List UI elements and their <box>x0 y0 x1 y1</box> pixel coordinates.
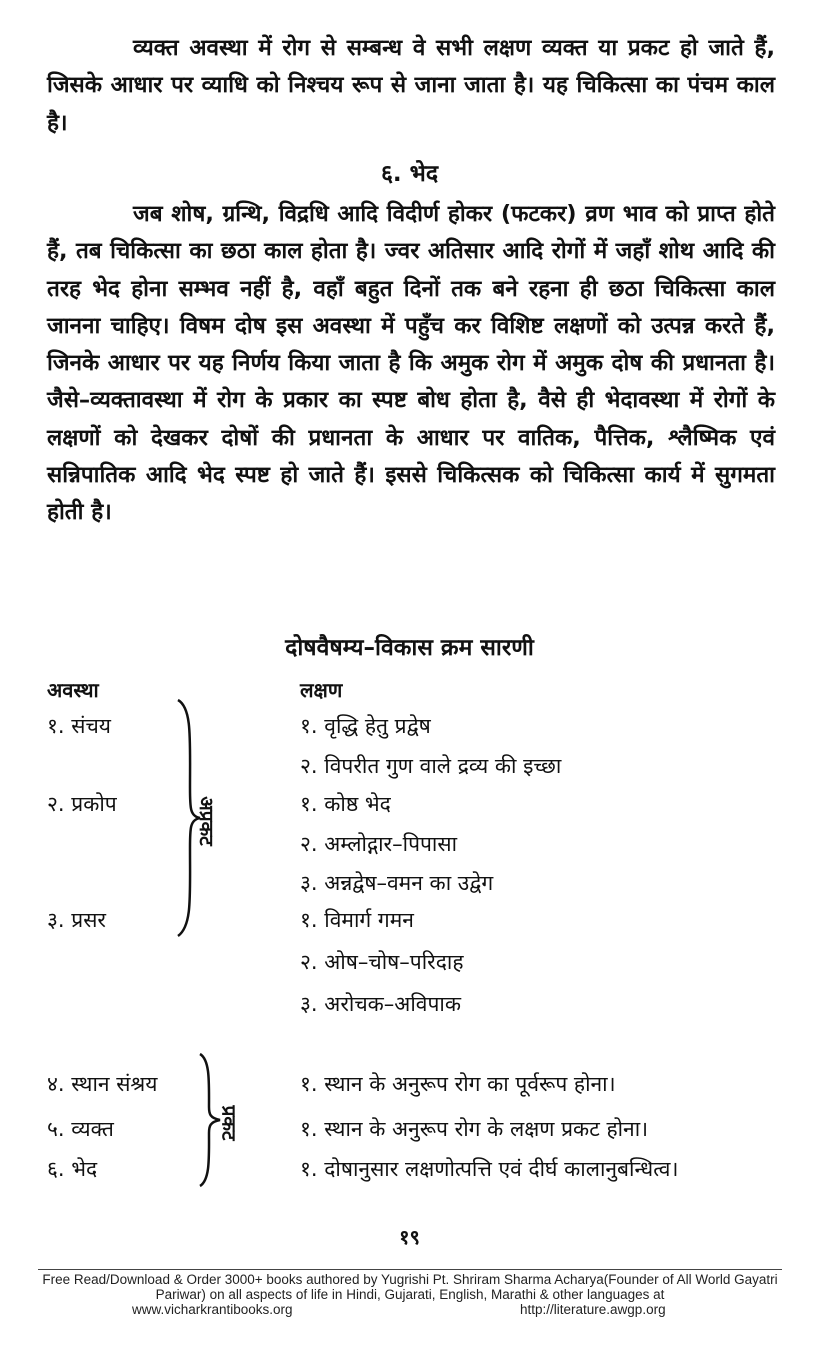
symptom-row: ३. अरोचक–अविपाक <box>300 992 461 1016</box>
symptom-row: १. स्थान के अनुरूप रोग का पूर्वरूप होना। <box>300 1072 616 1096</box>
symptom-row: १. स्थान के अनुरूप रोग के लक्षण प्रकट होना। <box>300 1117 649 1141</box>
symptom-row: १. वृद्धि हेतु प्रद्वेष <box>300 714 431 738</box>
symptom-row: १. दोषानुसार लक्षणोत्पत्ति एवं दीर्घ कालानुबन्धित्व। <box>300 1157 679 1181</box>
paragraph-bhed: जब शोष, ग्रन्थि, विद्रधि आदि विदीर्ण होकर (फटकर) व्रण भाव को प्राप्त होते हैं, तब चिकित्सा का छठा काल होता है। ज्वर अतिसार आदि रोगों में जहाँ शोथ आदि की तरह भेद होना सम्भव नहीं है, वहाँ बहुत दिनों तक बने रहना ही छठा चिकित्सा काल जानना चाहिए। विषम दोष इस अवस्था में पहुँच कर विशिष्ट लक्षणों को उत्पन्न करते हैं, जिनके आधार पर यह निर्णय किया जाता है कि अमुक रोग में अमुक दोष की प्रधानता है। जैसे–व्यक्तावस्था में रोग के प्रकार का स्पष्ट बोध होता है, वैसे ही भेदावस्था में रोगों के लक्षणों को देखकर दोषों की प्रधानता के आधार पर वातिक, पैत्तिक, श्लैष्मिक एवं सन्निपातिक आदि भेद स्पष्ट हो जाते हैं। इससे चिकित्सक को चिकित्सा कार्य में सुगमता होती है। <box>47 201 775 526</box>
stage-sthan-sanshray: ४. स्थान संश्रय <box>47 1072 158 1096</box>
symptom-row: २. विपरीत गुण वाले द्रव्य की इच्छा <box>300 754 562 778</box>
footer-divider <box>38 1269 782 1270</box>
symptom-row: २. अम्लोद्गार–पिपासा <box>300 832 458 856</box>
table-title: दोषवैषम्य–विकास क्रम सारणी <box>285 635 534 661</box>
stage-vyakt: ५. व्यक्त <box>47 1117 114 1141</box>
stage-prasar: ३. प्रसर <box>47 908 107 932</box>
paragraph-vyakt: व्यक्त अवस्था में रोग से सम्बन्ध वे सभी लक्षण व्यक्त या प्रकट हो जाते हैं, जिसके आधार पर व्याधि को निश्चय रूप से जाना जाता है। यह चिकित्सा का पंचम काल है। <box>47 35 775 136</box>
footer-text: Free Read/Download & Order 3000+ books authored by Yugrishi Pt. Shriram Sharma Acharya(Founder of All World Gayatri Pariwar) on all aspects of life in Hindi, Gujarati, English, Marathi & other languages at <box>42 1272 778 1302</box>
column-header-stage: अवस्था <box>47 678 99 702</box>
symptom-row: १. विमार्ग गमन <box>300 908 414 932</box>
symptom-row: २. ओष–चोष–परिदाह <box>300 950 464 974</box>
symptom-row: ३. अन्नद्वेष–वमन का उद्वेग <box>300 871 494 895</box>
section-heading: ६. भेद <box>380 161 439 187</box>
stage-prakop: २. प्रकोप <box>47 792 117 816</box>
stage-sanchay: १. संचय <box>47 714 111 738</box>
symptom-row: १. कोष्ठ भेद <box>300 792 391 816</box>
page-number: १९ <box>399 1225 420 1249</box>
footer-link-vicharkranti[interactable]: www.vicharkrantibooks.org <box>132 1302 293 1317</box>
stage-bhed: ६. भेद <box>47 1157 98 1181</box>
label-prakat: प्रकट <box>217 1105 240 1141</box>
column-header-symptom: लक्षण <box>300 678 343 702</box>
label-apraka: अप्रकट <box>194 796 217 846</box>
footer-link-awgp[interactable]: http://literature.awgp.org <box>520 1302 666 1317</box>
